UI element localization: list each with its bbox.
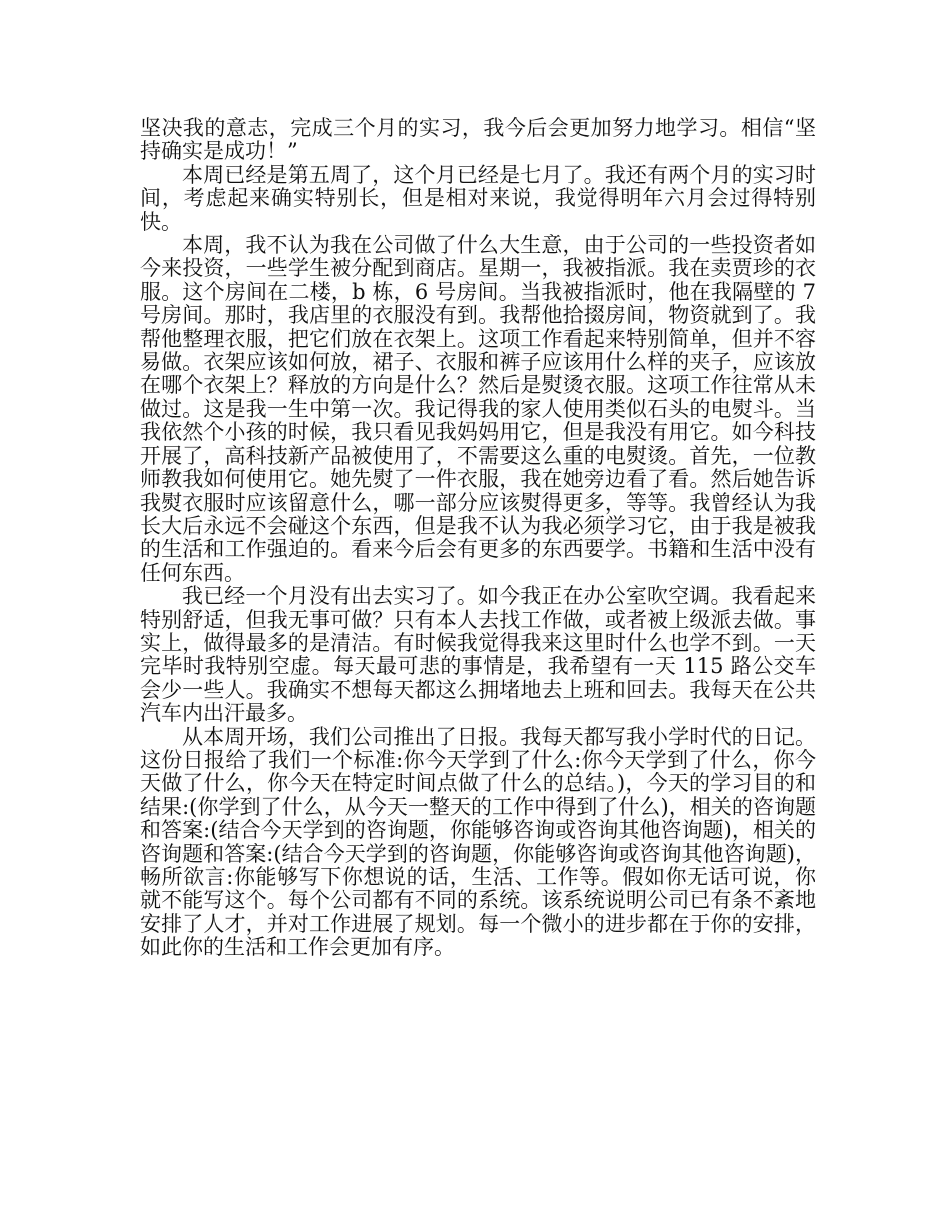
document-body: [140, 117, 816, 960]
paragraph-4: 我已经一个月没有出去实习了。如今我正在办公室吹空调。我看起来特别舒适，但我无事可做？只有本人去找工作做，或者被上级派去做。事实上，做得最多的是清洁。有时候我觉得我来这里时什么也学不到。一天完毕时我特别空虚。每天最可悲的事情是，我希望有一天 115 路公交车会少一些人。我确实不想每天都这么拥堵地去上班和回去。我每天在公共汽车内出汗最多。: [140, 584, 816, 726]
paragraph-2: 本周已经是第五周了，这个月已经是七月了。我还有两个月的实习时间，考虑起来确实特别长，但是相对来说，我觉得明年六月会过得特别快。: [140, 162, 816, 234]
paragraph-5: 从本周开场，我们公司推出了日报。我每天都写我小学时代的日记。这份日报给了我们一个标准:你今天学到了什么:你今天学到了什么，你今天做了什么，你今天在特定时间点做了什么的总结。)，今天的学习目的和结果:(你学到了什么，从今天一整天的工作中得到了什么)，相关的咨询题和答案:(结合今天学到的咨询题，你能够咨询或咨询其他咨询题)，相关的咨询题和答案:(结合今天学到的咨询题，你能够咨询或咨询其他咨询题)，畅所欲言:你能够写下你想说的话，生活、工作等。假如你无话可说，你就不能写这个。每个公司都有不同的系统。该系统说明公司已有条不紊地安排了人才，并对工作进展了规划。每一个微小的进步都在于你的安排，如此你的生活和工作会更加有序。: [140, 724, 816, 960]
paragraph-1: 坚决我的意志，完成三个月的实习，我今后会更加努力地学习。相信“坚持确实是成功！”: [140, 116, 816, 164]
paragraph-3: 本周，我不认为我在公司做了什么大生意，由于公司的一些投资者如今来投资，一些学生被分配到商店。星期一，我被指派。我在卖贾珍的衣服。这个房间在二楼，b 栋，6 号房间。当我被指派时，他在我隔壁的 7 号房间。那时，我店里的衣服没有到。我帮他拾掇房间，物资就到了。我帮他整理衣服，把它们放在衣架上。这项工作看起来特别简单，但并不容易做。衣架应该如何放，裙子、衣服和裤子应该用什么样的夹子，应该放在哪个衣架上？释放的方向是什么？然后是熨烫衣服。这项工作往常从未做过。这是我一生中第一次。我记得我的家人使用类似石头的电熨斗。当我依然个小孩的时候，我只看见我妈妈用它，但是我没有用它。如今科技开展了，高科技新产品被使用了，不需要这么重的电熨烫。首先，一位教师教我如何使用它。她先熨了一件衣服，我在她旁边看了看。然后她告诉我熨衣服时应该留意什么，哪一部分应该熨得更多，等等。我曾经认为我长大后永远不会碰这个东西，但是我不认为我必须学习它，由于我是被我的生活和工作强迫的。看来今后会有更多的东西要学。书籍和生活中没有任何东西。: [140, 233, 816, 585]
